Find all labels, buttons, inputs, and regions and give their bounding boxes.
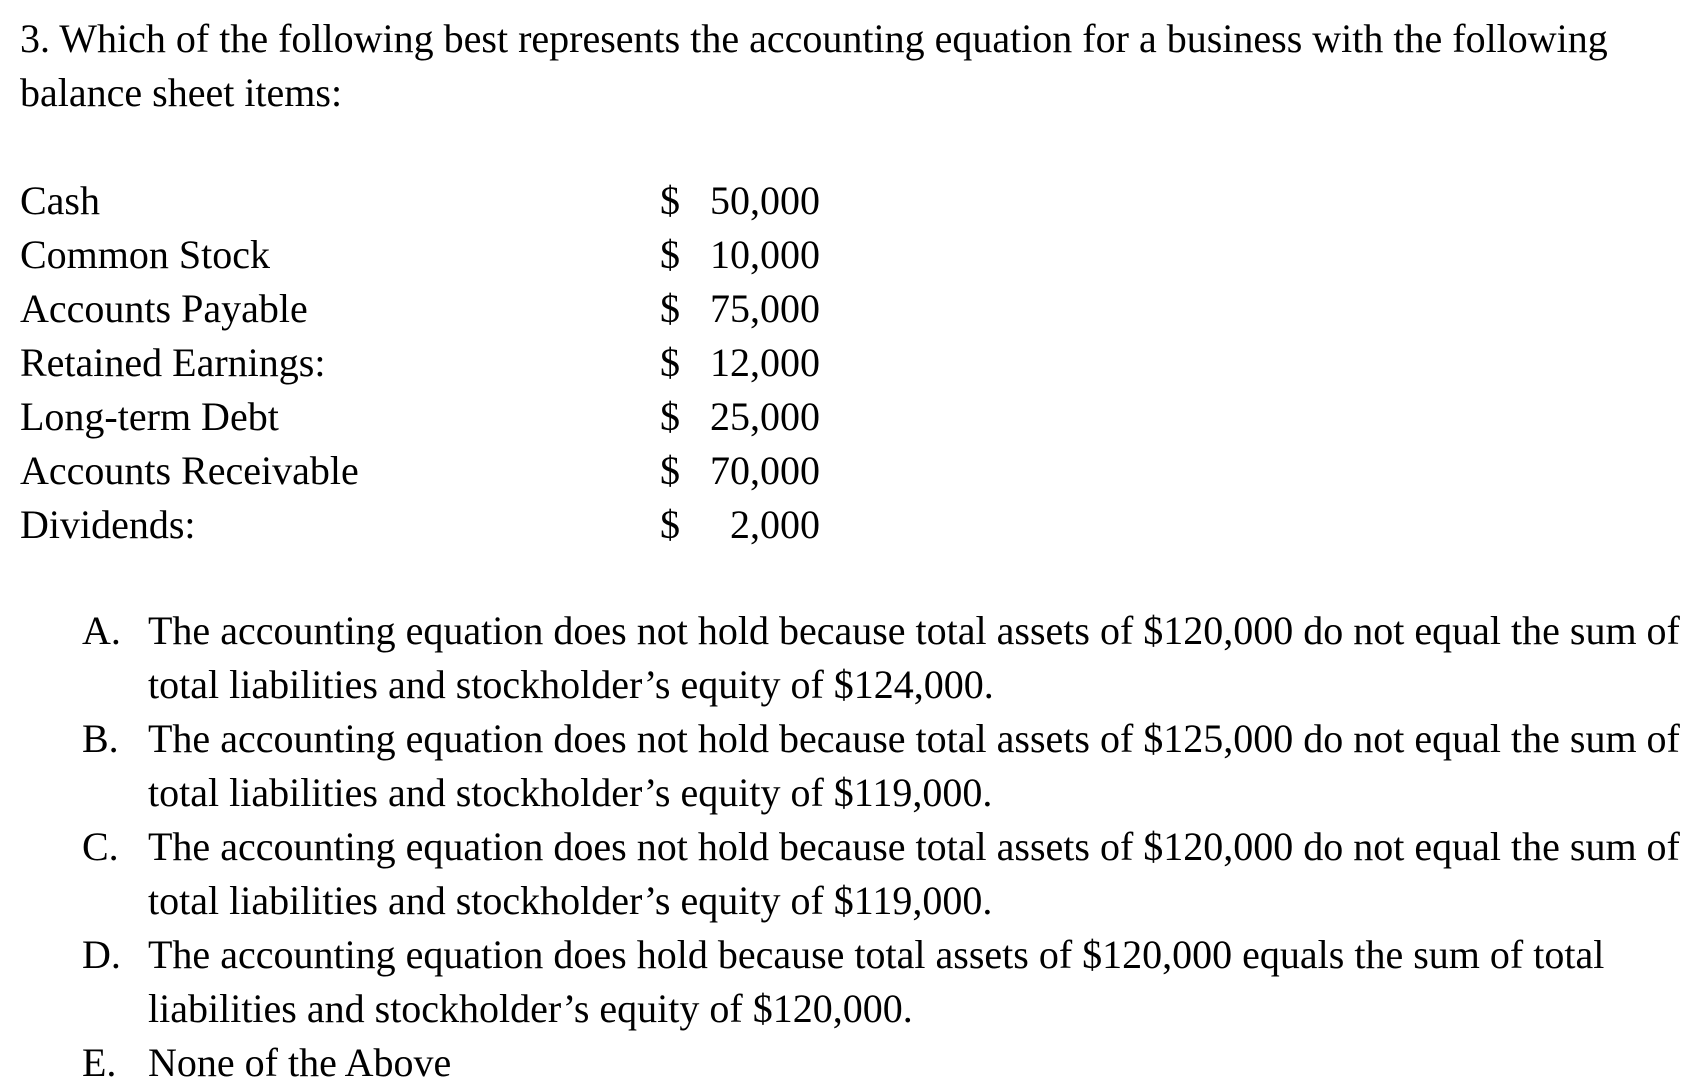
item-label: Common Stock	[20, 232, 271, 277]
item-label: Dividends:	[20, 502, 196, 547]
option-letter: B.	[82, 716, 119, 761]
balance-item	[20, 390, 840, 444]
option-letter: C.	[82, 824, 119, 869]
balance-item	[20, 444, 840, 498]
option-text: The accounting equation does not hold because total assets of $120,000 do not equal the sum of total liabilities and stockholder’s equity of $124,000.	[148, 608, 1680, 707]
item-amount: 2,000	[730, 502, 820, 547]
item-amount: 25,000	[710, 394, 820, 439]
answer-option-e	[82, 1036, 1682, 1090]
option-text: The accounting equation does not hold because total assets of $120,000 do not equal the sum of total liabilities and stockholder’s equity of $119,000.	[148, 824, 1680, 923]
item-currency: $	[660, 394, 680, 439]
item-currency: $	[660, 340, 680, 385]
balance-sheet-items	[20, 174, 840, 552]
item-label: Long-term Debt	[20, 394, 279, 439]
item-amount: 50,000	[710, 178, 820, 223]
answer-option-d	[82, 928, 1682, 1036]
answer-option-c	[82, 820, 1682, 928]
item-currency: $	[660, 502, 680, 547]
balance-item	[20, 174, 840, 228]
option-letter: D.	[82, 932, 121, 977]
item-amount: 70,000	[710, 448, 820, 493]
balance-item	[20, 228, 840, 282]
answer-option-a	[82, 604, 1682, 712]
balance-item	[20, 498, 840, 552]
option-text: None of the Above	[148, 1040, 452, 1085]
item-currency: $	[660, 178, 680, 223]
answer-options	[82, 604, 1682, 1090]
item-label: Accounts Receivable	[20, 448, 359, 493]
option-letter: E.	[82, 1040, 117, 1085]
question-text: 3. Which of the following best represents the accounting equation for a business with the following balance sheet items:	[20, 16, 1608, 115]
item-amount: 12,000	[710, 340, 820, 385]
item-amount: 75,000	[710, 286, 820, 331]
balance-item	[20, 282, 840, 336]
item-currency: $	[660, 448, 680, 493]
item-currency: $	[660, 286, 680, 331]
item-label: Cash	[20, 178, 100, 223]
option-text: The accounting equation does not hold because total assets of $125,000 do not equal the sum of total liabilities and stockholder’s equity of $119,000.	[148, 716, 1680, 815]
item-currency: $	[660, 232, 680, 277]
item-label: Accounts Payable	[20, 286, 308, 331]
answer-option-b	[82, 712, 1682, 820]
option-letter: A.	[82, 608, 121, 653]
option-text: The accounting equation does hold because total assets of $120,000 equals the sum of total liabilities and stockholder’s equity of $120,000.	[148, 932, 1605, 1031]
item-label: Retained Earnings:	[20, 340, 326, 385]
item-amount: 10,000	[710, 232, 820, 277]
balance-item	[20, 336, 840, 390]
